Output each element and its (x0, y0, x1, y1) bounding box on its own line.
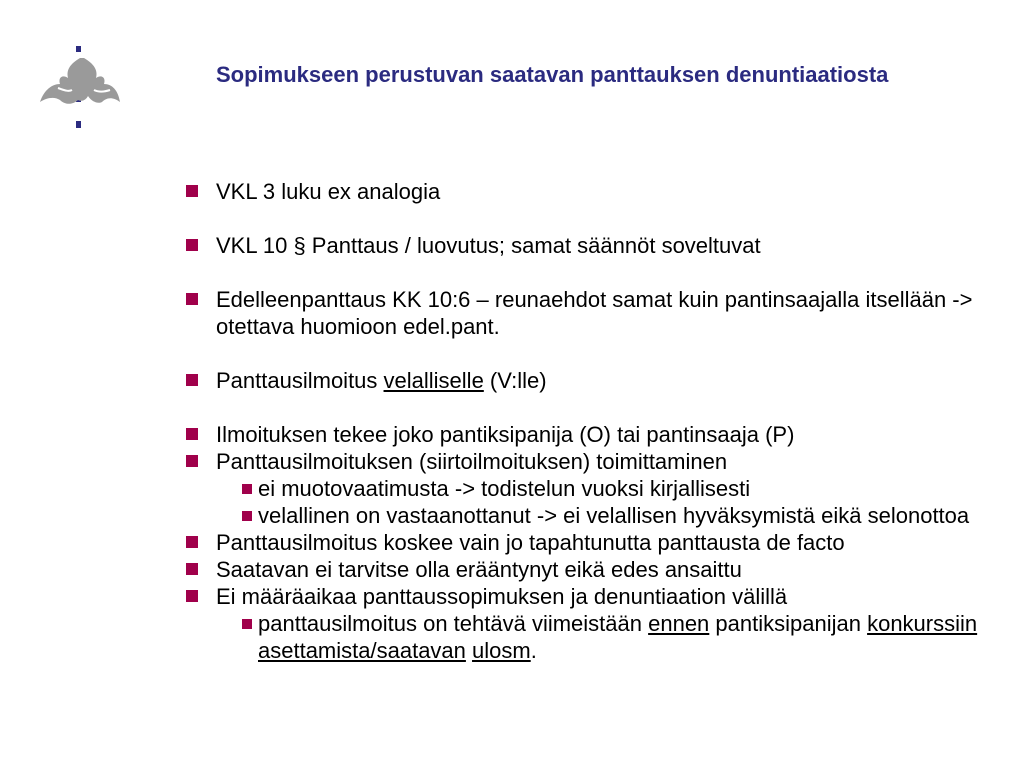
square-bullet-icon (186, 185, 198, 197)
list-item: Panttausilmoitus koskee vain jo tapahtunutta panttausta de facto (186, 529, 996, 556)
square-bullet-icon (186, 293, 198, 305)
list-item: Panttausilmoitus velalliselle (V:lle) (186, 367, 996, 394)
slide-title: Sopimukseen perustuvan saatavan panttauksen denuntiaatiosta (216, 62, 889, 87)
square-bullet-icon (186, 239, 198, 251)
list-item: Panttausilmoituksen (siirtoilmoituksen) toimittaminen (186, 448, 996, 475)
list-item: Saatavan ei tarvitse olla erääntynyt eikä edes ansaittu (186, 556, 996, 583)
university-logo-icon (36, 44, 128, 136)
square-bullet-icon (186, 455, 198, 467)
underlined-text: ulosm (472, 638, 531, 663)
square-bullet-icon (186, 428, 198, 440)
sub-list-item: ei muotovaatimusta -> todistelun vuoksi kirjallisesti (186, 475, 996, 502)
underlined-text: asettamista/saatavan (258, 638, 466, 663)
square-bullet-icon (242, 484, 252, 494)
sub-list-item: velallinen on vastaanottanut -> ei velallisen hyväksymistä eikä selonottoa (186, 502, 996, 529)
list-item: VKL 3 luku ex analogia (186, 178, 996, 205)
list-item: Edelleenpanttaus KK 10:6 – reunaehdot samat kuin pantinsaajalla itsellään -> otettava huomioon edel.pant. (186, 286, 996, 340)
list-item: Ei määräaikaa panttaussopimuksen ja denuntiaation välillä (186, 583, 996, 610)
list-item: Ilmoituksen tekee joko pantiksipanija (O) tai pantinsaaja (P) (186, 421, 996, 448)
square-bullet-icon (186, 536, 198, 548)
square-bullet-icon (186, 374, 198, 386)
list-item: VKL 10 § Panttaus / luovutus; samat säännöt soveltuvat (186, 232, 996, 259)
square-bullet-icon (186, 563, 198, 575)
square-bullet-icon (242, 511, 252, 521)
underlined-text: ennen (648, 611, 710, 636)
bullet-list (186, 178, 996, 664)
underlined-text: velalliselle (383, 368, 484, 393)
underlined-text: konkurssiin (867, 611, 978, 636)
square-bullet-icon (242, 619, 252, 629)
square-bullet-icon (186, 590, 198, 602)
sub-list-item: panttausilmoitus on tehtävä viimeistään ennen pantiksipanijan konkurssiin asettamista/saatavan ulosm. (186, 610, 996, 664)
